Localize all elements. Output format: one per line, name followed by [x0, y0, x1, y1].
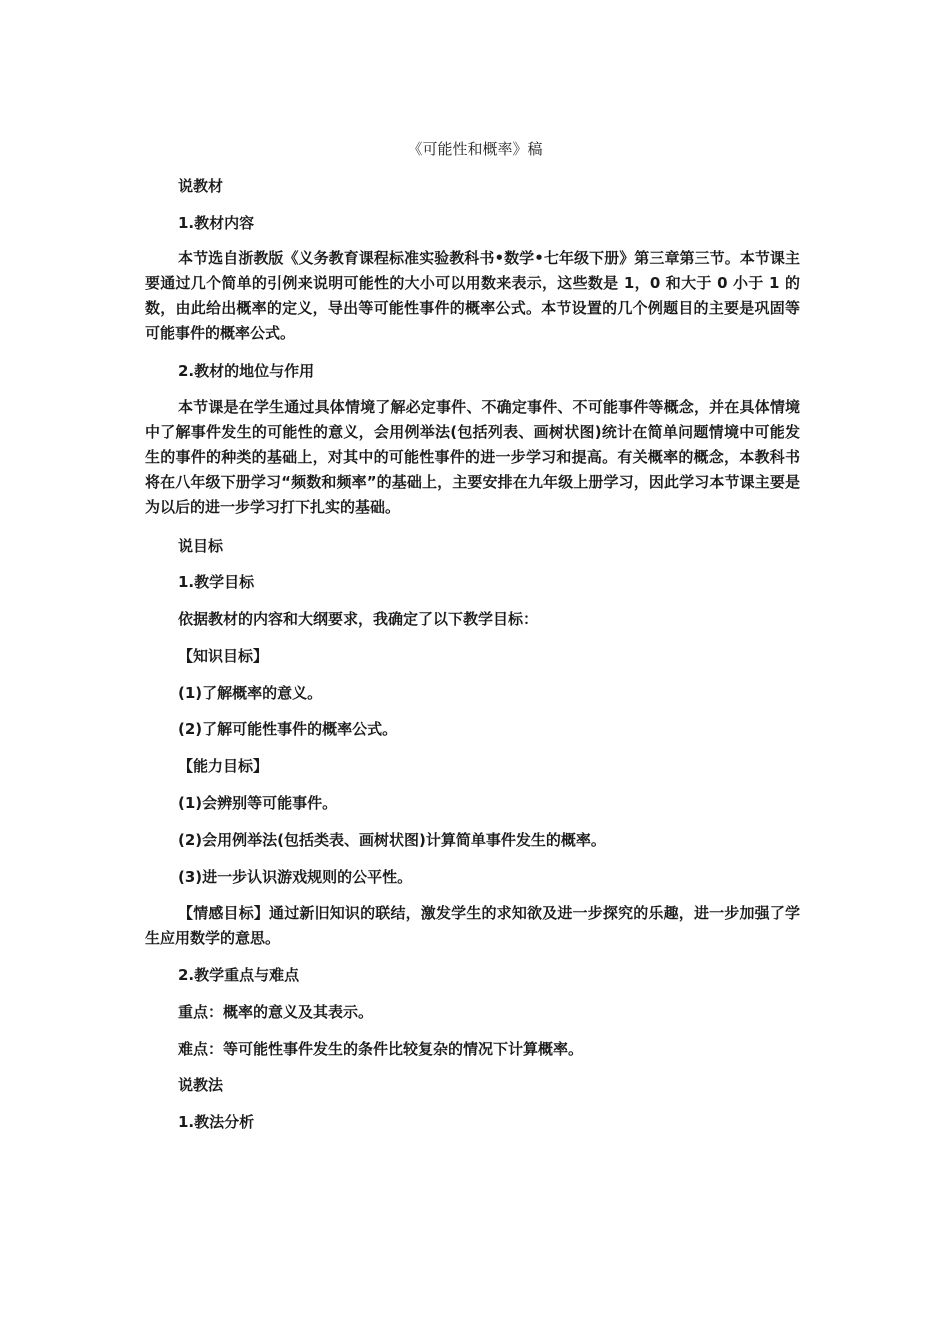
- paragraph-textbook-content: 本节选自浙教版《义务教育课程标准实验教科书•数学•七年级下册》第三章第三节。本节课主要通过几个简单的引例来说明可能性的大小可以用数来表示，这些数是 1，0 和大于 0 小于 1 的数，由此给出概率的定义，导出等可能性事件的概率公式。本节设置的几个例题目的主要是巩固等可能事件的概率公式。: [145, 249, 800, 342]
- subheading-teaching-goals: 1.教学目标: [178, 573, 255, 591]
- key-point: 重点：概率的意义及其表示。: [178, 1003, 374, 1021]
- subheading-method-analysis: 1.教法分析: [178, 1113, 255, 1131]
- paragraph-goals-intro: 依据教材的内容和大纲要求，我确定了以下教学目标：: [178, 610, 539, 628]
- section-heading-goals: 说目标: [178, 537, 224, 555]
- subheading-key-points: 2.教学重点与难点: [178, 966, 300, 984]
- subheading-textbook-role: 2.教材的地位与作用: [178, 362, 315, 380]
- ability-goal-3: (3)进一步认识游戏规则的公平性。: [178, 868, 413, 886]
- section-heading-textbook: 说教材: [178, 177, 224, 195]
- heading-ability-goals: 【能力目标】: [178, 757, 269, 775]
- subheading-textbook-content: 1.教材内容: [178, 214, 255, 232]
- paragraph-textbook-role: 本节课是在学生通过具体情境了解必定事件、不确定事件、不可能事件等概念，并在具体情境中了解事件发生的可能性的意义，会用例举法(包括列表、画树状图)统计在简单问题情境中可能发生的事件的种类的基础上，对其中的可能性事件的进一步学习和提高。有关概率的概念，本教科书将在八年级下册学习“频数和频率”的基础上，主要安排在九年级上册学习，因此学习本节课主要是为以后的进一步学习打下扎实的基础。: [145, 398, 800, 516]
- ability-goal-1: (1)会辨别等可能事件。: [178, 794, 338, 812]
- section-heading-methods: 说教法: [178, 1076, 224, 1094]
- knowledge-goal-1: (1)了解概率的意义。: [178, 684, 323, 702]
- ability-goal-2: (2)会用例举法(包括类表、画树状图)计算简单事件发生的概率。: [178, 831, 606, 849]
- paragraph-emotion-goals: 【情感目标】通过新旧知识的联结，激发学生的求知欲及进一步探究的乐趣，进一步加强了学生应用数学的意思。: [145, 904, 800, 947]
- knowledge-goal-2: (2)了解可能性事件的概率公式。: [178, 720, 398, 738]
- heading-knowledge-goals: 【知识目标】: [178, 647, 269, 665]
- document-title: 《可能性和概率》稿: [407, 140, 543, 158]
- difficult-point: 难点：等可能性事件发生的条件比较复杂的情况下计算概率。: [178, 1040, 584, 1058]
